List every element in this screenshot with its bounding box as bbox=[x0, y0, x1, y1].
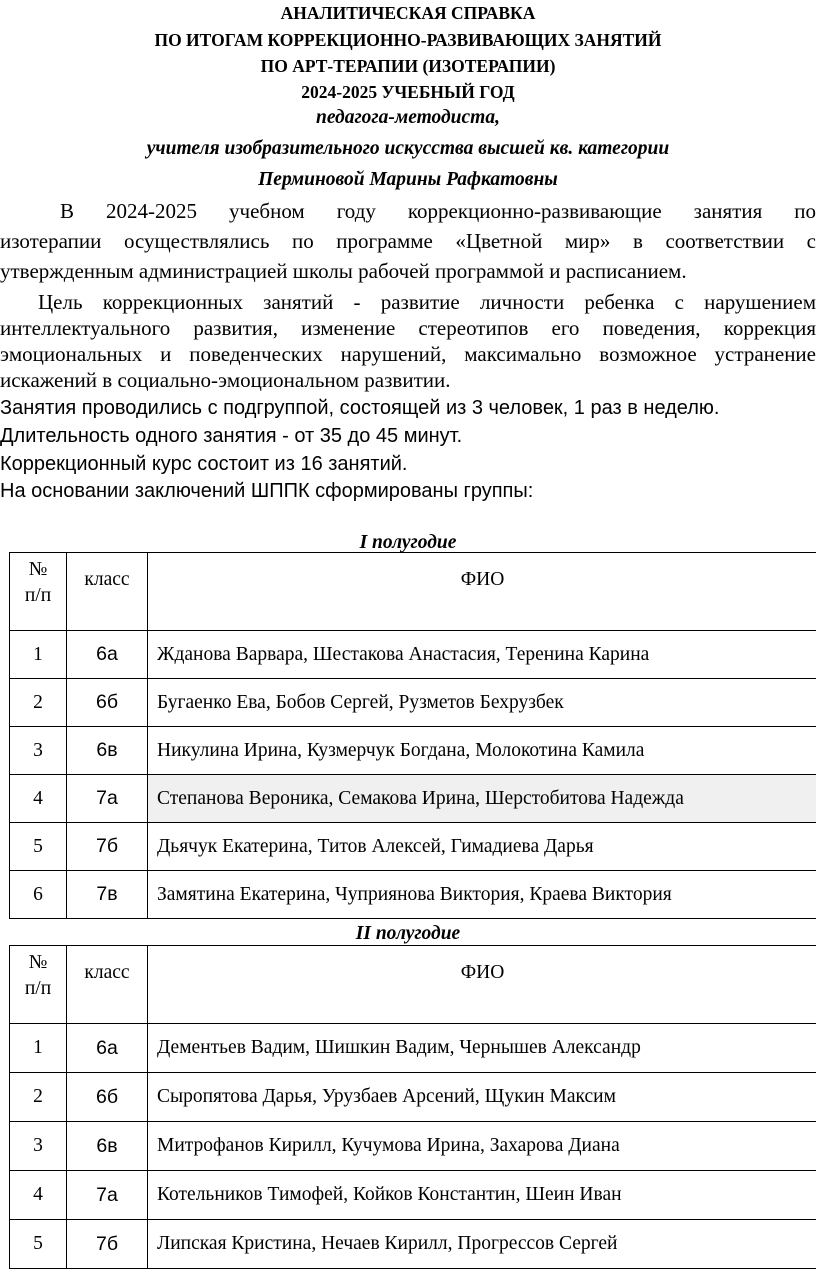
column-header-class: класс bbox=[67, 946, 148, 1024]
row-fio: Котельников Тимофей, Койков Константин, Шеин Иван bbox=[148, 1171, 816, 1220]
row-fio: Сыропятова Дарья, Урузбаев Арсений, Щукин Максим bbox=[148, 1073, 816, 1122]
row-class: 7а bbox=[67, 1171, 148, 1220]
paragraph-line: искажений в социально-эмоциональном развитии. bbox=[0, 368, 451, 392]
row-number: 6 bbox=[10, 871, 67, 919]
table-row bbox=[10, 1073, 816, 1122]
row-number: 2 bbox=[10, 1073, 67, 1122]
row-number: 5 bbox=[10, 1220, 67, 1269]
row-fio: Липская Кристина, Нечаев Кирилл, Прогрессов Сергей bbox=[148, 1220, 816, 1269]
paragraph-line: Цель коррекционных занятий - развитие личности ребенка с нарушением bbox=[38, 290, 816, 314]
paragraph-line: интеллектуального развития, изменение стереотипов его поведения, коррекция bbox=[0, 316, 816, 340]
table-row bbox=[10, 823, 816, 871]
row-class: 6в bbox=[67, 727, 148, 775]
doc-title-line3: ПО АРТ-ТЕРАПИИ (ИЗОТЕРАПИИ) bbox=[260, 56, 556, 76]
table-row bbox=[10, 679, 816, 727]
row-class: 6а bbox=[67, 631, 148, 679]
row-class: 6б bbox=[67, 679, 148, 727]
row-number: 2 bbox=[10, 679, 67, 727]
table-row bbox=[10, 871, 816, 919]
row-fio: Дементьев Вадим, Шишкин Вадим, Чернышев Александр bbox=[148, 1024, 816, 1073]
row-number: 4 bbox=[10, 775, 67, 823]
info-line: Занятия проводились с подгруппой, состоящей из 3 человек, 1 раз в неделю. bbox=[0, 397, 720, 419]
column-header-fio: ФИО bbox=[148, 946, 816, 1024]
semester2-table bbox=[9, 945, 816, 1269]
paragraph-line: В 2024-2025 учебном году коррекционно-развивающие занятия по bbox=[60, 199, 816, 223]
row-number: 4 bbox=[10, 1171, 67, 1220]
column-header-fio: ФИО bbox=[148, 553, 816, 631]
row-class: 7б bbox=[67, 823, 148, 871]
row-number: 3 bbox=[10, 1122, 67, 1171]
row-fio: Бугаенко Ева, Бобов Сергей, Рузметов Бехрузбек bbox=[148, 679, 816, 727]
table-header-row bbox=[10, 553, 816, 631]
row-class: 6в bbox=[67, 1122, 148, 1171]
table-row bbox=[10, 1122, 816, 1171]
row-fio: Дьячук Екатерина, Титов Алексей, Гимадиева Дарья bbox=[148, 823, 816, 871]
paragraph-line: эмоциональных и поведенческих нарушений, максимально возможное устранение bbox=[0, 342, 816, 366]
row-fio: Жданова Варвара, Шестакова Анастасия, Теренина Карина bbox=[148, 631, 816, 679]
table-row bbox=[10, 1024, 816, 1073]
author-position: педагога-методиста, bbox=[316, 107, 500, 128]
semester1-table bbox=[9, 552, 816, 919]
row-fio: Никулина Ирина, Кузмерчук Богдана, Молокотина Камила bbox=[148, 727, 816, 775]
row-number: 3 bbox=[10, 727, 67, 775]
author-qualification: учителя изобразительного искусства высшей кв. категории bbox=[146, 138, 670, 159]
table-row bbox=[10, 1171, 816, 1220]
paragraph-line: изотерапии осуществлялись по программе «Цветной мир» в соответствии с bbox=[0, 229, 816, 253]
semester1-caption: I полугодие bbox=[359, 532, 457, 553]
column-header-number: № п/п bbox=[10, 553, 67, 631]
column-header-class: класс bbox=[67, 553, 148, 631]
doc-title-line2: ПО ИТОГАМ КОРРЕКЦИОННО-РАЗВИВАЮЩИХ ЗАНЯТИЙ bbox=[154, 30, 662, 50]
info-line: На основании заключений ШППК сформированы группы: bbox=[0, 480, 534, 502]
table-row bbox=[10, 1220, 816, 1269]
paragraph-line: утвержденным администрацией школы рабочей программой и расписанием. bbox=[0, 259, 687, 283]
row-fio: Замятина Екатерина, Чуприянова Виктория, Краева Виктория bbox=[148, 871, 816, 919]
row-number: 1 bbox=[10, 1024, 67, 1073]
column-header-number: № п/п bbox=[10, 946, 67, 1024]
row-class: 7б bbox=[67, 1220, 148, 1269]
table-header-row bbox=[10, 946, 816, 1024]
doc-title: АНАЛИТИЧЕСКАЯ СПРАВКА bbox=[280, 3, 536, 23]
row-number: 5 bbox=[10, 823, 67, 871]
row-fio: Митрофанов Кирилл, Кучумова Ирина, Захарова Диана bbox=[148, 1122, 816, 1171]
row-number: 1 bbox=[10, 631, 67, 679]
table-row bbox=[10, 631, 816, 679]
author-name: Перминовой Марины Рафкатовны bbox=[258, 169, 558, 190]
row-class: 7в bbox=[67, 871, 148, 919]
school-year: 2024-2025 УЧЕБНЫЙ ГОД bbox=[301, 82, 515, 102]
info-line: Длительность одного занятия - от 35 до 45 минут. bbox=[0, 425, 463, 447]
table-row bbox=[10, 727, 816, 775]
table-row bbox=[10, 775, 816, 823]
row-fio: Степанова Вероника, Семакова Ирина, Шерстобитова Надежда bbox=[148, 775, 816, 823]
info-line: Коррекционный курс состоит из 16 занятий. bbox=[0, 453, 408, 475]
row-class: 6б bbox=[67, 1073, 148, 1122]
semester2-caption: II полугодие bbox=[355, 923, 461, 944]
row-class: 6а bbox=[67, 1024, 148, 1073]
row-class: 7а bbox=[67, 775, 148, 823]
